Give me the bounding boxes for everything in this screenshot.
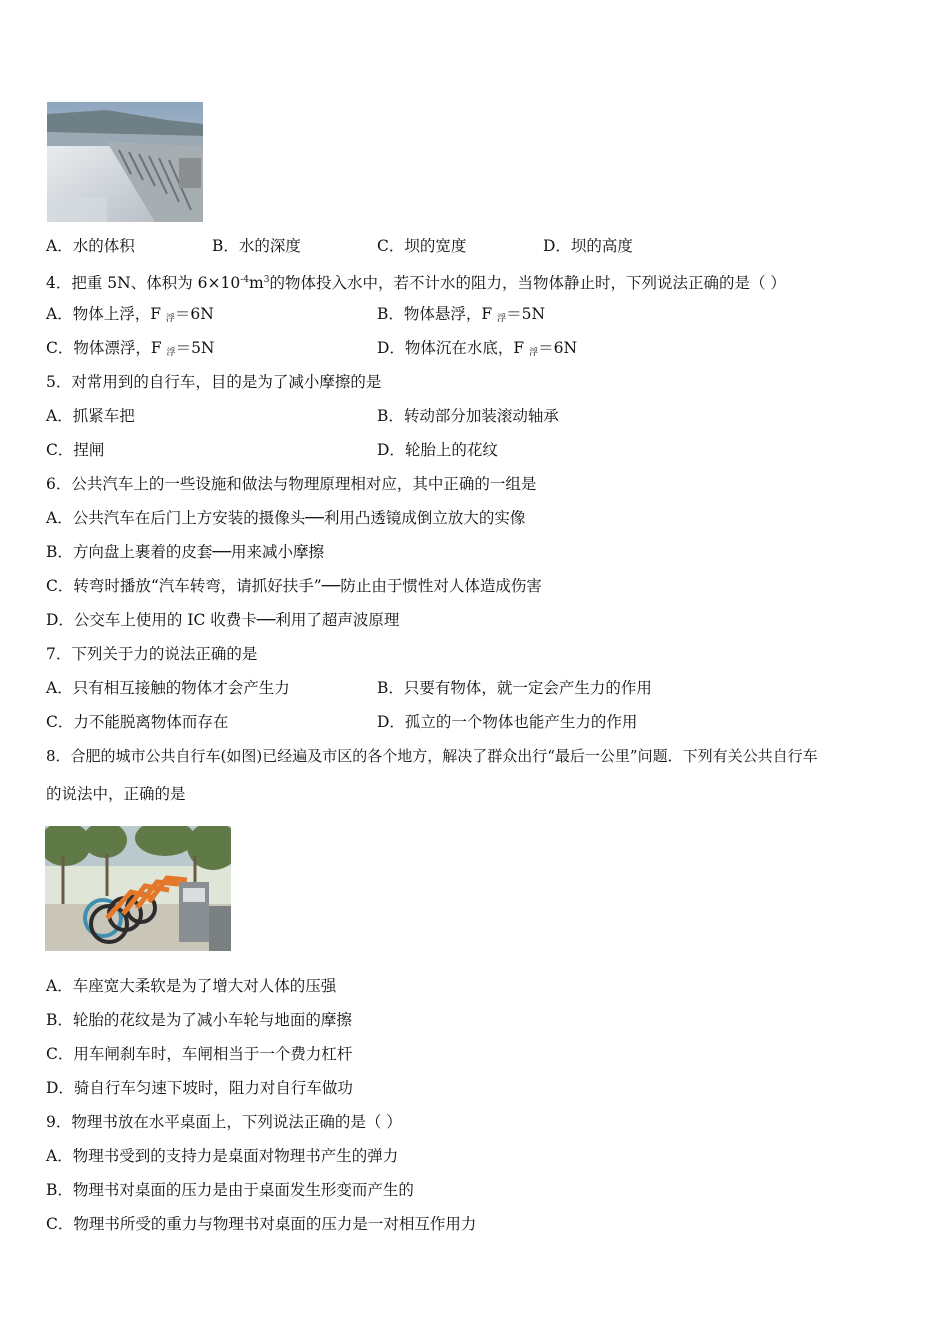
dam-photo — [47, 102, 203, 222]
q4-option-a-sub: 浮 — [165, 314, 175, 324]
q4-stem-part-b: m — [249, 274, 264, 292]
q4-option-a[interactable] — [46, 304, 214, 329]
q9-stem: 9．物理书放在水平桌面上，下列说法正确的是（ ） — [46, 1113, 402, 1131]
q7-option-c[interactable]: C．力不能脱离物体而存在 — [46, 713, 229, 731]
q4-option-b-sub: 浮 — [497, 314, 507, 324]
q4-option-d-post: ＝6N — [538, 339, 578, 357]
q8-stem-line2: 的说法中，正确的是 — [46, 785, 186, 803]
q8-option-b[interactable]: B．轮胎的花纹是为了减小车轮与地面的摩擦 — [46, 1011, 352, 1029]
q8-stem-line1: 8．合肥的城市公共自行车(如图)已经遍及市区的各个地方，解决了群众出行“最后一公里”问题．下列有关公共自行车 — [46, 747, 818, 765]
q7-option-a[interactable]: A．只有相互接触的物体才会产生力 — [46, 679, 290, 697]
q9-option-b[interactable]: B．物理书对桌面的压力是由于桌面发生形变而产生的 — [46, 1181, 414, 1199]
q4-stem — [46, 270, 786, 293]
q5-option-d[interactable]: D．轮胎上的花纹 — [377, 441, 498, 459]
q4-option-b[interactable] — [377, 304, 545, 329]
q8-option-d[interactable]: D．骑自行车匀速下坡时，阻力对自行车做功 — [46, 1079, 353, 1097]
q4-stem-part-c: 的物体投入水中，若不计水的阻力，当物体静止时，下列说法正确的是（ ） — [269, 274, 786, 292]
q5-option-a[interactable]: A．抓紧车把 — [46, 407, 135, 425]
q3-option-a[interactable]: A．水的体积 — [46, 237, 135, 255]
q3-option-b[interactable]: B．水的深度 — [212, 237, 301, 255]
q4-option-c[interactable] — [46, 338, 215, 363]
q9-option-a[interactable]: A．物理书受到的支持力是桌面对物理书产生的弹力 — [46, 1147, 399, 1165]
q3-option-d[interactable]: D．坝的高度 — [543, 237, 633, 255]
q6-option-d[interactable]: D．公交车上使用的 IC 收费卡──利用了超声波原理 — [46, 611, 400, 629]
bicycle-photo — [45, 826, 231, 951]
q9-option-c[interactable]: C．物理书所受的重力与物理书对桌面的压力是一对相互作用力 — [46, 1215, 477, 1233]
q6-option-c[interactable]: C．转弯时播放“汽车转弯，请抓好扶手”──防止由于惯性对人体造成伤害 — [46, 577, 542, 595]
q8-option-c[interactable]: C．用车闸刹车时，车闸相当于一个费力杠杆 — [46, 1045, 353, 1063]
q7-option-b[interactable]: B．只要有物体，就一定会产生力的作用 — [377, 679, 652, 697]
q4-option-d-pre: D．物体沉在水底，F — [377, 339, 530, 357]
q7-option-d[interactable]: D．孤立的一个物体也能产生力的作用 — [377, 713, 638, 731]
q6-stem: 6．公共汽车上的一些设施和做法与物理原理相对应，其中正确的一组是 — [46, 475, 537, 493]
q4-option-c-pre: C．物体漂浮，F — [46, 339, 167, 357]
q4-option-c-post: ＝5N — [175, 339, 215, 357]
q4-stem-exponent: -4 — [240, 275, 249, 285]
q4-option-c-sub: 浮 — [166, 348, 176, 358]
q4-option-d-sub: 浮 — [529, 348, 539, 358]
q4-stem-exponent-2: 3 — [263, 275, 270, 285]
q4-option-a-pre: A．物体上浮，F — [46, 305, 166, 323]
q3-option-c[interactable]: C．坝的宽度 — [377, 237, 467, 255]
q6-option-b[interactable]: B．方向盘上裹着的皮套──用来减小摩擦 — [46, 543, 325, 561]
q6-option-a[interactable]: A．公共汽车在后门上方安装的摄像头──利用凸透镜成倒立放大的实像 — [46, 509, 526, 527]
q7-stem: 7．下列关于力的说法正确的是 — [46, 645, 258, 663]
q4-option-b-pre: B．物体悬浮，F — [377, 305, 498, 323]
q8-option-a[interactable]: A．车座宽大柔软是为了增大对人体的压强 — [46, 977, 337, 995]
q4-option-a-post: ＝6N — [174, 305, 214, 323]
q5-stem: 5．对常用到的自行车，目的是为了减小摩擦的是 — [46, 373, 382, 391]
q4-stem-part-a: 4．把重 5N、体积为 6×10 — [46, 274, 241, 292]
q5-option-b[interactable]: B．转动部分加装滚动轴承 — [377, 407, 559, 425]
q4-option-b-post: ＝5N — [506, 305, 546, 323]
q5-option-c[interactable]: C．捏闸 — [46, 441, 105, 459]
q4-option-d[interactable] — [377, 338, 577, 363]
